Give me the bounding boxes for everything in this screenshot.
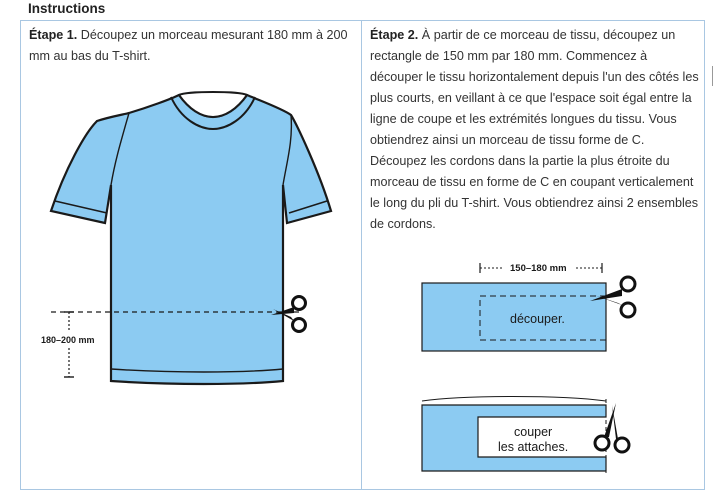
measure-label: 180–200 mm: [41, 335, 95, 345]
ties-label-line1: couper: [514, 425, 553, 439]
step-1-panel: [20, 20, 362, 490]
cut-label: découper.: [510, 312, 565, 326]
step-1-label: Étape 1.: [29, 28, 78, 42]
page-title: Instructions: [28, 1, 106, 16]
fabric-cut-diagram: [362, 21, 704, 481]
step-1-text: Découpez un morceau mesurant 180 mm à 200 mm au bas du T-shirt.: [29, 28, 348, 63]
step-2-text: À partir de ce morceau de tissu, découpez un rectangle de 150 mm par 180 mm. Commencez à découper le tissu horizontalement depuis l'un des côtés les plus courts, en veillant à ce que l'espace soit égal entre la ligne de coupe et les extrémités longues du tissu. Vous obtiendrez ainsi un morceau de tissu forme de C. Découpez les cordons dans la partie la plus étroite du morceau de tissu en forme de C en coupant verticalement le long du pli du T-shirt. Vous obtiendrez ainsi 2 ensembles de cordons.: [370, 28, 699, 231]
c-fold-top: [422, 397, 606, 402]
ties-label-line2: les attaches.: [498, 440, 569, 454]
step-2-panel: [361, 20, 705, 490]
tshirt-illustration: [21, 21, 361, 481]
step-2-label: Étape 2.: [370, 28, 419, 42]
page-edge-mark: [712, 66, 720, 86]
dimension-label: 150–180 mm: [510, 263, 567, 274]
